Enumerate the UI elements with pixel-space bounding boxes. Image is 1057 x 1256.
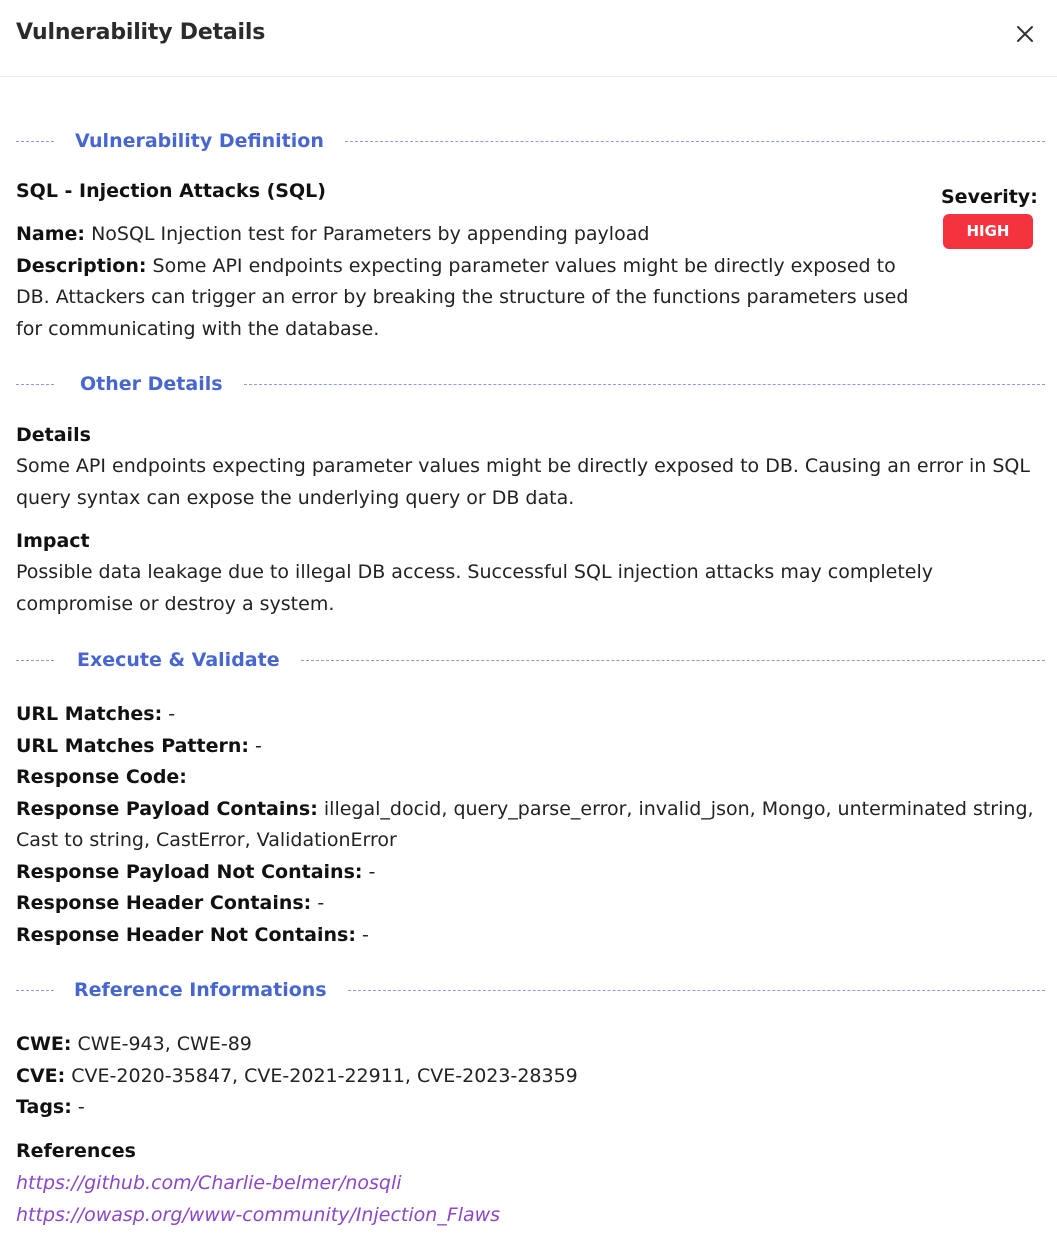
divider-line	[16, 384, 54, 385]
other-details-content	[16, 420, 1045, 620]
url-pattern-value: -	[255, 734, 262, 757]
description-value: Some API endpoints expecting parameter values might be directly exposed to DB. Attackers can trigger an error by breaking the structure of the functions parameters used for communicating with the database.	[16, 254, 909, 340]
details-value: Some API endpoints expecting parameter values might be directly exposed to DB. Causing an error in SQL query syntax can expose the underlying query or DB data.	[16, 455, 1030, 509]
reference-link-github[interactable]: https://github.com/Charlie-belmer/nosqli	[16, 1171, 402, 1194]
divider-line	[16, 660, 54, 661]
close-button[interactable]	[1013, 22, 1037, 46]
tags-label: Tags:	[16, 1096, 72, 1118]
severity-block	[941, 183, 1038, 249]
cve-row	[16, 1061, 1045, 1093]
header-contains-label: Response Header Contains:	[16, 892, 312, 914]
header-not-contains-label: Response Header Not Contains:	[16, 923, 356, 946]
url-matches-row	[16, 699, 1045, 731]
divider-line	[301, 660, 1045, 661]
payload-not-contains-row	[16, 857, 1045, 889]
header-contains-row	[16, 888, 1045, 920]
url-matches-label: URL Matches:	[16, 703, 163, 725]
definition-content	[16, 176, 921, 345]
reference-link-owasp[interactable]: https://owasp.org/www-community/Injection_Flaws	[16, 1203, 501, 1226]
name-label: Name:	[16, 223, 86, 245]
reference-content	[16, 1029, 1045, 1231]
cve-value: CVE-2020-35847, CVE-2021-22911, CVE-2023-28359	[71, 1064, 578, 1087]
header-contains-value: -	[317, 892, 325, 914]
divider-line	[345, 141, 1045, 142]
payload-contains-row	[16, 794, 1045, 857]
url-pattern-label: URL Matches Pattern:	[16, 734, 249, 757]
cve-label: CVE:	[16, 1064, 66, 1087]
divider-line	[16, 990, 54, 991]
cwe-value: CWE-943, CWE-89	[77, 1033, 252, 1055]
payload-not-contains-label: Response Payload Not Contains:	[16, 860, 363, 883]
severity-badge: HIGH	[943, 214, 1033, 249]
tags-row	[16, 1092, 1045, 1124]
cwe-row	[16, 1029, 1045, 1061]
url-pattern-row	[16, 731, 1045, 763]
name-row	[16, 219, 921, 251]
section-title: Vulnerability Definition	[75, 130, 324, 152]
tags-value: -	[77, 1096, 85, 1118]
description-label: Description:	[16, 254, 147, 277]
details-label: Details	[16, 424, 91, 446]
modal-title: Vulnerability Details	[16, 20, 266, 45]
execute-validate-content	[16, 699, 1045, 951]
header-not-contains-row	[16, 920, 1045, 952]
response-code-row	[16, 762, 1045, 794]
section-vulnerability-definition	[16, 126, 1045, 156]
section-execute-validate	[16, 645, 1045, 675]
section-other-details	[16, 369, 1045, 399]
modal-body	[0, 126, 1057, 1231]
response-code-label: Response Code:	[16, 766, 187, 788]
divider-line	[16, 141, 54, 142]
name-value: NoSQL Injection test for Parameters by appending payload	[91, 223, 650, 245]
url-matches-value: -	[168, 703, 176, 725]
section-reference-informations	[16, 975, 1045, 1005]
impact-value: Possible data leakage due to illegal DB access. Successful SQL injection attacks may completely compromise or destroy a system.	[16, 561, 934, 615]
section-title: Reference Informations	[74, 979, 327, 1001]
modal-header	[0, 0, 1057, 77]
divider-line	[244, 384, 1045, 385]
impact-label: Impact	[16, 530, 90, 552]
header-not-contains-value: -	[361, 923, 369, 946]
section-title: Other Details	[80, 373, 223, 395]
vulnerability-heading: SQL - Injection Attacks (SQL)	[16, 180, 326, 202]
severity-label: Severity:	[941, 186, 1038, 208]
payload-contains-value: illegal_docid, query_parse_error, invalid_json, Mongo, unterminated string, Cast to string, CastError, ValidationError	[16, 797, 1034, 851]
divider-line	[348, 990, 1045, 991]
description-row	[16, 251, 921, 346]
close-icon[interactable]	[1013, 22, 1037, 46]
payload-contains-label: Response Payload Contains:	[16, 797, 318, 820]
cwe-label: CWE:	[16, 1033, 72, 1055]
references-label: References	[16, 1139, 136, 1162]
payload-not-contains-value: -	[368, 860, 376, 883]
section-title: Execute & Validate	[77, 649, 280, 671]
